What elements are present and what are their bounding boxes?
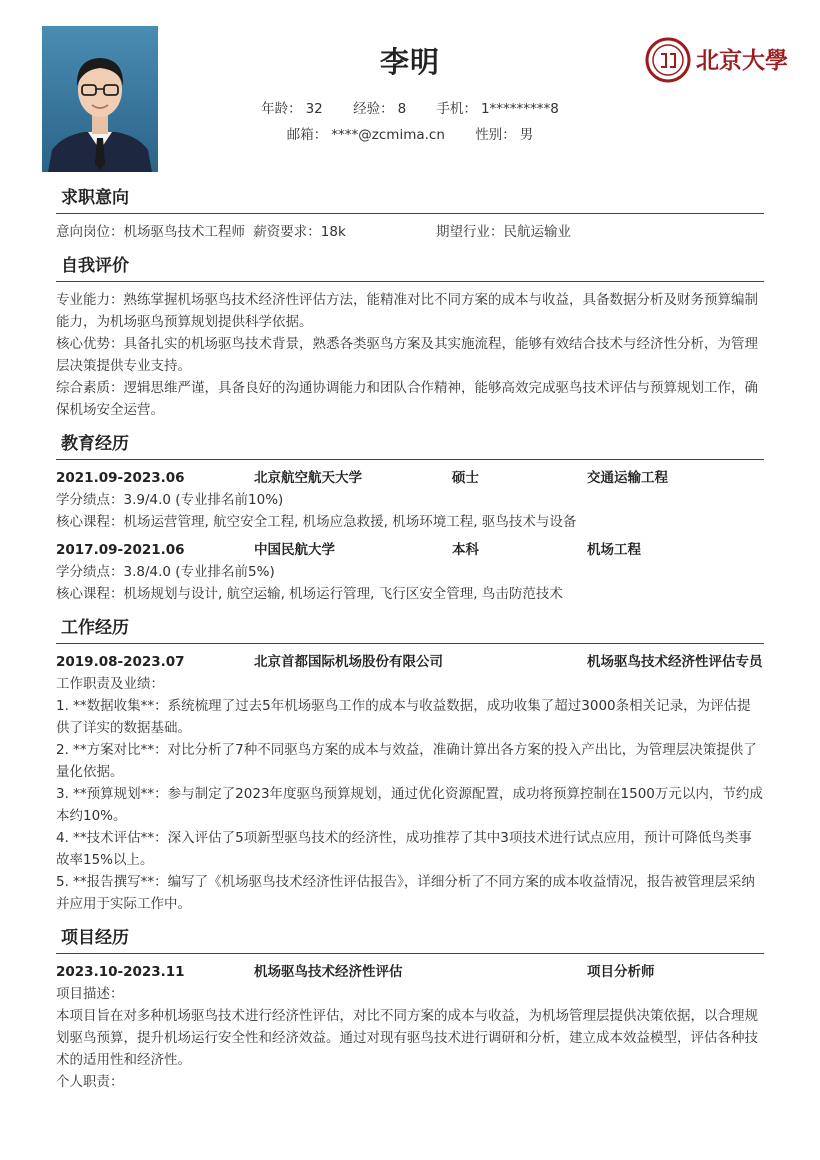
phone-field: 手机： 1*********8: [436, 101, 559, 117]
email-field: 邮箱： ****@zcmima.cn: [286, 127, 445, 143]
salary-value: 18k: [320, 224, 346, 240]
project-duty-label: 个人职责：: [56, 1074, 124, 1090]
work-role: 机场驱鸟技术经济性评估专员: [587, 654, 763, 670]
edu-degree: 本科: [452, 542, 479, 558]
work-period: 2019.08-2023.07: [56, 654, 185, 670]
section-title: 项目经历: [56, 926, 764, 954]
svg-text:北京大學: 北京大學: [696, 47, 788, 74]
work-section: [56, 616, 764, 915]
edu-courses: 核心课程：机场运营管理, 航空安全工程, 机场应急救援, 机场环境工程, 驱鸟技术与设备: [56, 514, 577, 530]
position-label: 意向岗位：: [56, 224, 124, 240]
project-desc-label: 项目描述：: [56, 986, 124, 1002]
basic-info-row-2: [0, 123, 820, 143]
age-field: 年龄： 32: [261, 101, 323, 117]
resume-body: [56, 186, 764, 1104]
section-title: 教育经历: [56, 432, 764, 460]
section-title: 自我评价: [56, 254, 764, 282]
work-company: 北京首都国际机场股份有限公司: [254, 654, 443, 670]
edu-courses: 核心课程：机场规划与设计, 航空运输, 机场运行管理, 飞行区安全管理, 鸟击防范技术: [56, 586, 563, 602]
edu-gpa: 学分绩点：3.9/4.0 (专业排名前10%): [56, 492, 284, 508]
project-section: [56, 926, 764, 1093]
project-period: 2023.10-2023.11: [56, 964, 185, 980]
project-role: 项目分析师: [587, 964, 655, 980]
work-duty-item: 3. **预算规划**：参与制定了2023年度驱鸟预算规划，通过优化资源配置，成功将预算控制在1500万元以内，节约成本约10%。: [56, 786, 763, 824]
gender-field: 性别： 男: [475, 127, 534, 143]
basic-info-row-1: [0, 97, 820, 117]
edu-school: 中国民航大学: [254, 542, 335, 558]
job-intent-section: [56, 186, 764, 243]
project-description: 本项目旨在对多种机场驱鸟技术进行经济性评估，对比不同方案的成本与收益，为机场管理层提供决策依据，以合理规划驱鸟预算，提升机场运行安全性和经济效益。通过对现有驱鸟技术进行调研和分析，建立成本效益模型，评估各种技术的适用性和经济性。: [56, 1008, 758, 1068]
edu-degree: 硕士: [452, 470, 479, 486]
position-value: 机场驱鸟技术工程师: [123, 224, 245, 240]
industry-label: 期望行业：: [436, 224, 504, 240]
candidate-name: 李明: [379, 45, 440, 79]
work-duty-item: 2. **方案对比**：对比分析了7种不同驱鸟方案的成本与效益，准确计算出各方案的投入产出比，为管理层决策提供了量化依据。: [56, 742, 757, 780]
section-title: 求职意向: [56, 186, 764, 214]
work-duty-item: 5. **报告撰写**：编写了《机场驱鸟技术经济性评估报告》，详细分析了不同方案的成本收益情况，报告被管理层采纳并应用于实际工作中。: [56, 874, 755, 912]
work-duty-item: 4. **技术评估**：深入评估了5项新型驱鸟技术的经济性，成功推荐了其中3项技术进行试点应用，预计可降低鸟类事故率15%以上。: [56, 830, 752, 868]
industry-value: 民航运输业: [503, 224, 571, 240]
work-duties-label: 工作职责及业绩：: [56, 676, 164, 692]
salary-label: 薪资要求：: [253, 224, 321, 240]
edu-gpa: 学分绩点：3.8/4.0 (专业排名前5%): [56, 564, 275, 580]
edu-major: 交通运输工程: [587, 470, 668, 486]
experience-field: 经验： 8: [353, 101, 407, 117]
edu-period: 2017.09-2021.06: [56, 542, 185, 558]
education-section: [56, 432, 764, 605]
project-name: 机场驱鸟技术经济性评估: [254, 964, 403, 980]
education-entry: [56, 539, 764, 605]
section-title: 工作经历: [56, 616, 764, 644]
edu-period: 2021.09-2023.06: [56, 470, 185, 486]
education-entry: [56, 467, 764, 533]
self-eval-item: 专业能力：熟练掌握机场驱鸟技术经济性评估方法，能精准对比不同方案的成本与收益，具备数据分析及财务预算编制能力，为机场驱鸟预算规划提供科学依据。: [56, 292, 758, 330]
self-eval-item: 核心优势：具备扎实的机场驱鸟技术背景，熟悉各类驱鸟方案及其实施流程，能够有效结合技术与经济性分析，为管理层决策提供专业支持。: [56, 336, 758, 374]
edu-major: 机场工程: [587, 542, 641, 558]
self-evaluation-section: [56, 254, 764, 421]
work-duty-item: 1. **数据收集**：系统梳理了过去5年机场驱鸟工作的成本与收益数据，成功收集了超过3000条相关记录，为评估提供了详实的数据基础。: [56, 698, 751, 736]
self-eval-item: 综合素质：逻辑思维严谨，具备良好的沟通协调能力和团队合作精神，能够高效完成驱鸟技术评估与预算规划工作，确保机场安全运营。: [56, 380, 758, 418]
edu-school: 北京航空航天大学: [254, 470, 362, 486]
